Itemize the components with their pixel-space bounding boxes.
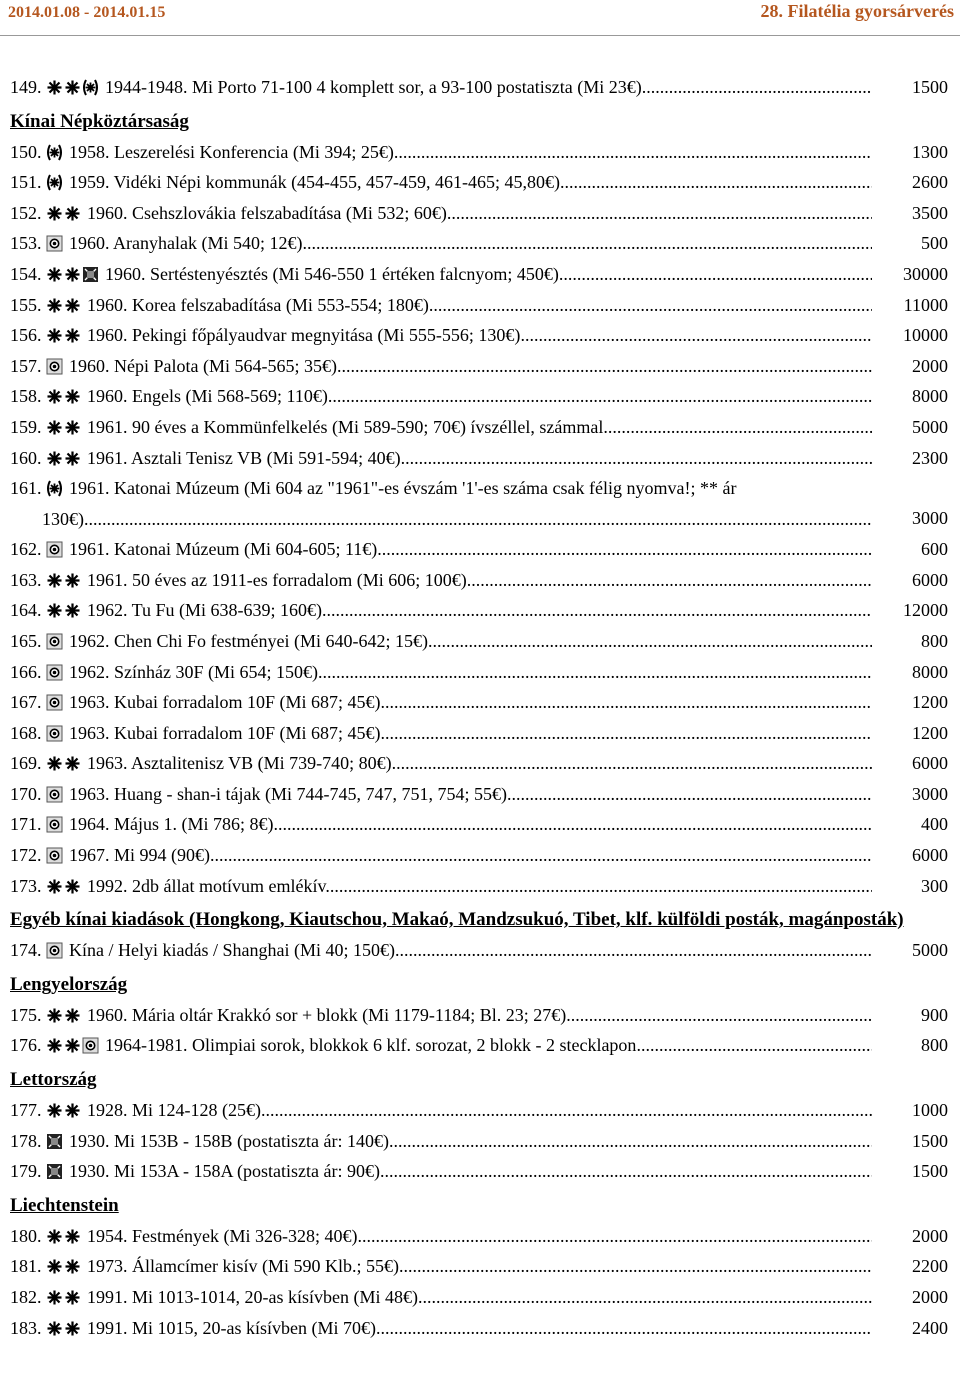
lot-price: 12000: [903, 600, 948, 621]
lot-row: [0, 534, 960, 565]
used-icon: [46, 358, 63, 375]
lot-text: 1960. Aranyhalak (Mi 540; 12€): [69, 233, 303, 254]
lot-number: 166.: [10, 661, 42, 682]
lot-price: 400: [921, 814, 948, 835]
lot-number: 154.: [10, 263, 42, 284]
mint-double-icon: [46, 205, 63, 222]
lot-text: 1961. Katonai Múzeum (Mi 604-605; 11€): [69, 539, 378, 560]
lot-text: Kína / Helyi kiadás / Shanghai (Mi 40; 150€): [69, 940, 395, 961]
used-icon: [46, 847, 63, 864]
condition-icons: [46, 942, 63, 959]
condition-icons: [46, 878, 81, 895]
lot-row: [0, 1095, 960, 1126]
lot-price: 6000: [912, 753, 948, 774]
lot-description: [42, 351, 872, 382]
lot-row: [0, 259, 960, 290]
lot-description: [42, 1030, 872, 1061]
hinged-paren-icon: [82, 79, 99, 96]
lot-description: [42, 381, 872, 412]
used-icon: [82, 1037, 99, 1054]
lot-number: 167.: [10, 692, 42, 713]
lot-description: [42, 1000, 872, 1031]
lot-number: 178.: [10, 1130, 42, 1151]
lot-price: 1500: [912, 77, 948, 97]
lot-row: [0, 137, 960, 168]
lot-text: 1961. 50 éves az 1911-es forradalom (Mi 606; 100€): [87, 569, 467, 590]
lot-price: 6000: [912, 845, 948, 866]
used-icon: [46, 816, 63, 833]
section-heading: Lengyelország: [10, 973, 128, 995]
used-icon: [46, 664, 63, 681]
condition-icons: [46, 694, 63, 711]
lot-row: [0, 351, 960, 382]
mint-double-icon: [64, 602, 81, 619]
lot-description: [42, 290, 872, 321]
lot-row: [0, 718, 960, 749]
lot-row: [0, 657, 960, 688]
lot-description: [42, 198, 872, 229]
lot-number: 161.: [10, 478, 42, 499]
condition-icons: [46, 327, 81, 344]
mint-double-icon: [64, 1320, 81, 1337]
mint-double-icon: [46, 450, 63, 467]
lot-text: 1964. Május 1. (Mi 786; 8€): [69, 814, 274, 835]
lot-number: 173.: [10, 875, 42, 896]
lot-price: 900: [921, 1004, 948, 1025]
condition-icons: [46, 602, 81, 619]
lot-text: 1991. Mi 1015, 20-as kísívben (Mi 70€): [87, 1317, 376, 1338]
lot-price: 2200: [912, 1256, 948, 1277]
used-icon: [46, 541, 63, 558]
condition-icons: [46, 358, 63, 375]
condition-icons: [46, 480, 63, 497]
lot-price: 11000: [903, 294, 948, 315]
lot-description: [42, 935, 872, 966]
lot-text-continued: 130€) .....: [42, 504, 872, 535]
lot-text: 1967. Mi 994 (90€): [69, 845, 210, 866]
mint-double-icon: [64, 266, 81, 283]
lot-description: [42, 779, 872, 810]
lot-number: 164.: [10, 600, 42, 621]
condition-icons: [46, 205, 81, 222]
lot-number: 156.: [10, 325, 42, 346]
used-icon: [46, 725, 63, 742]
mint-double-icon: [64, 1228, 81, 1245]
lot-text: 1960. Csehszlovákia felszabadítása (Mi 532; 60€): [87, 202, 447, 223]
lot-description: [42, 259, 872, 290]
lot-number: 181.: [10, 1256, 42, 1277]
lot-description: [42, 320, 872, 351]
condition-icons: [46, 297, 81, 314]
condition-icons: [46, 388, 81, 405]
lot-text: 1962. Színház 30F (Mi 654; 150€): [69, 661, 318, 682]
lot-number: 172.: [10, 845, 42, 866]
condition-icons: [46, 1258, 81, 1275]
mint-double-icon: [64, 1037, 81, 1054]
condition-icons: [46, 1133, 63, 1150]
mint-double-icon: [46, 1007, 63, 1024]
mint-double-icon: [64, 878, 81, 895]
mint-double-icon: [46, 327, 63, 344]
lot-number: 165.: [10, 630, 42, 651]
mint-double-icon: [46, 79, 63, 96]
lot-text: 1961. Katonai Múzeum (Mi 604 az "1961"-es évszám '1'-es száma csak félig nyomva!; ** ár: [69, 478, 737, 499]
header-divider: [0, 35, 960, 36]
lot-number: 177.: [10, 1100, 42, 1121]
condition-icons: [46, 1163, 63, 1180]
lot-number: 174.: [10, 940, 42, 961]
condition-icons: [46, 572, 81, 589]
mint-double-icon: [64, 1007, 81, 1024]
lot-text: 1961. 90 éves a Kommünfelkelés (Mi 589-590; 70€) ívszéllel, számmal: [87, 416, 604, 437]
condition-icons: [46, 541, 63, 558]
lot-description: [42, 748, 872, 779]
lot-description: [42, 1126, 872, 1157]
lot-description: [42, 1095, 872, 1126]
hinged-paren-icon: [46, 144, 63, 161]
condition-icons: [46, 1007, 81, 1024]
mint-double-icon: [46, 388, 63, 405]
condition-icons: [46, 1289, 81, 1306]
auction-title: 28. Filatélia gyorsárverés: [760, 1, 954, 21]
lot-row: [0, 748, 960, 779]
lot-number: 180.: [10, 1225, 42, 1246]
lot-number: 170.: [10, 783, 42, 804]
condition-icons: [46, 786, 63, 803]
lot-row: [0, 809, 960, 840]
lot-row: [0, 1282, 960, 1313]
section-heading: Egyéb kínai kiadások (Hongkong, Kiautschou, Makaó, Mandzsukuó, Tibet, klf. külföldi posták, magánposták): [10, 909, 904, 931]
lot-price: 600: [921, 539, 948, 560]
lot-row: [0, 1313, 960, 1344]
lot-number: 157.: [10, 355, 42, 376]
mint-double-icon: [46, 602, 63, 619]
lot-description: [42, 718, 872, 749]
lot-text: 1960. Pekingi főpályaudvar megnyitása (Mi 555-556; 130€): [87, 325, 521, 346]
lot-price: 800: [921, 630, 948, 651]
page-header: [0, 0, 960, 30]
lot-row: [0, 412, 960, 443]
lot-description: [42, 840, 872, 871]
lot-row: [0, 687, 960, 718]
lot-number: 169.: [10, 753, 42, 774]
lot-description: [42, 137, 872, 168]
mint-double-icon: [64, 450, 81, 467]
condition-icons: [46, 1037, 99, 1054]
lot-price: 1000: [912, 1100, 948, 1121]
lot-row: [0, 1156, 960, 1187]
mint-double-icon: [46, 878, 63, 895]
lot-text: 1963. Kubai forradalom 10F (Mi 687; 45€): [69, 722, 381, 743]
lot-price: 2300: [912, 447, 948, 468]
used-icon: [46, 633, 63, 650]
condition-icons: [46, 816, 63, 833]
lot-price: 3500: [912, 202, 948, 223]
section-heading: Liechtenstein: [10, 1194, 119, 1216]
mint-double-icon: [46, 297, 63, 314]
lot-list: [0, 72, 960, 1343]
lot-number: 149.: [10, 77, 42, 97]
lot-row: [0, 626, 960, 657]
lot-row: [0, 167, 960, 198]
lot-description: [42, 1282, 872, 1313]
lot-price: 8000: [912, 661, 948, 682]
block-icon: [46, 1163, 63, 1180]
mint-double-icon: [64, 755, 81, 772]
lot-description: [42, 657, 872, 688]
lot-number: 153.: [10, 233, 42, 254]
lot-text: 1962. Chen Chi Fo festményei (Mi 640-642; 15€): [69, 630, 428, 651]
condition-icons: [46, 1228, 81, 1245]
block-icon: [82, 266, 99, 283]
lot-row: [0, 1221, 960, 1252]
lot-row: [0, 381, 960, 412]
lot-number: 162.: [10, 539, 42, 560]
lot-text: 1960. Népi Palota (Mi 564-565; 35€): [69, 355, 337, 376]
lot-text: 1960. Sertéstenyésztés (Mi 546-550 1 értéken falcnyom; 450€): [105, 263, 559, 284]
mint-double-icon: [64, 1102, 81, 1119]
lot-text: 1928. Mi 124-128 (25€): [87, 1100, 261, 1121]
lot-text: 1958. Leszerelési Konferencia (Mi 394; 25€): [69, 141, 394, 162]
lot-price: 1500: [912, 1161, 948, 1182]
mint-double-icon: [64, 79, 81, 96]
lot-number: 160.: [10, 447, 42, 468]
lot-row: [0, 443, 960, 474]
lot-price: 2600: [912, 172, 948, 193]
lot-price: 10000: [903, 325, 948, 346]
lot-text: 1961. Asztali Tenisz VB (Mi 591-594; 40€): [87, 447, 401, 468]
lot-number: 152.: [10, 202, 42, 223]
lot-number: 183.: [10, 1317, 42, 1338]
lot-row: [0, 1126, 960, 1157]
lot-number: 182.: [10, 1287, 42, 1307]
condition-icons: [46, 633, 63, 650]
lot-description: [42, 228, 872, 259]
mint-double-icon: [46, 1102, 63, 1119]
lot-price: 1200: [912, 692, 948, 713]
lot-text: 1964-1981. Olimpiai sorok, blokkok 6 klf. sorozat, 2 blokk - 2 stecklapon: [105, 1035, 637, 1056]
condition-icons: [46, 235, 63, 252]
lot-description: [42, 473, 872, 504]
lot-number: 163.: [10, 569, 42, 590]
lot-price: 2400: [912, 1317, 948, 1338]
lot-price: 5000: [912, 416, 948, 437]
section-heading: Lettország: [10, 1069, 97, 1091]
lot-row: [0, 595, 960, 626]
condition-icons: [46, 266, 99, 283]
lot-text: 1963. Asztalitenisz VB (Mi 739-740; 80€): [87, 753, 392, 774]
lot-description: [42, 534, 872, 565]
mint-double-icon: [46, 1289, 63, 1306]
lot-description: [42, 1221, 872, 1252]
lot-price: 1300: [912, 141, 948, 162]
lot-description: [42, 809, 872, 840]
lot-row: [0, 840, 960, 871]
lot-description: [42, 1251, 872, 1282]
lot-description: [42, 167, 872, 198]
mint-double-icon: [46, 1258, 63, 1275]
used-icon: [46, 235, 63, 252]
condition-icons: [46, 725, 63, 742]
lot-row: [0, 473, 960, 534]
lot-row: [0, 871, 960, 902]
lot-number: 151.: [10, 172, 42, 193]
lot-text: 1960. Korea felszabadítása (Mi 553-554; 180€): [87, 294, 429, 315]
condition-icons: [46, 1102, 81, 1119]
lot-price: 3000: [912, 508, 948, 529]
lot-price: 2000: [912, 1225, 948, 1246]
condition-icons: [46, 79, 99, 96]
lot-row: [0, 320, 960, 351]
lot-price: 8000: [912, 386, 948, 407]
lot-price: 30000: [903, 263, 948, 284]
lot-number: 150.: [10, 141, 42, 162]
condition-icons: [46, 450, 81, 467]
lot-row: [0, 565, 960, 596]
lot-description: [42, 412, 872, 443]
mint-double-icon: [46, 755, 63, 772]
lot-text: 1954. Festmények (Mi 326-328; 40€): [87, 1225, 358, 1246]
mint-double-icon: [46, 266, 63, 283]
lot-price: 2000: [912, 355, 948, 376]
mint-double-icon: [64, 327, 81, 344]
lot-row: [0, 1000, 960, 1031]
lot-description: [42, 443, 872, 474]
lot-row: [0, 228, 960, 259]
lot-row: [0, 1030, 960, 1061]
lot-price: 1200: [912, 722, 948, 743]
lot-text: 1960. Mária oltár Krakkó sor + blokk (Mi 1179-1184; Bl. 23; 27€): [87, 1004, 567, 1025]
lot-text: 1963. Huang - shan-i tájak (Mi 744-745, 747, 751, 754; 55€): [69, 783, 507, 804]
block-icon: [46, 1133, 63, 1150]
lot-text: 1991. Mi 1013-1014, 20-as kísívben (Mi 48€): [87, 1287, 418, 1307]
lot-text: 1973. Államcímer kisív (Mi 590 Klb.; 55€): [87, 1256, 399, 1277]
lot-text: 1992. 2db állat motívum emlékív: [87, 875, 326, 896]
lot-price: 1500: [912, 1130, 948, 1151]
used-icon: [46, 942, 63, 959]
lot-text: 1963. Kubai forradalom 10F (Mi 687; 45€): [69, 692, 381, 713]
mint-double-icon: [46, 1320, 63, 1337]
mint-double-icon: [46, 1037, 63, 1054]
lot-description: [42, 72, 872, 103]
lot-price: 3000: [912, 783, 948, 804]
condition-icons: [46, 174, 63, 191]
lot-text: 1944-1948. Mi Porto 71-100 4 komplett sor, a 93-100 postatiszta (Mi 23€): [105, 77, 642, 97]
mint-double-icon: [64, 572, 81, 589]
condition-icons: [46, 144, 63, 161]
lot-number: 155.: [10, 294, 42, 315]
lot-text: 1930. Mi 153B - 158B (postatiszta ár: 140€): [69, 1130, 389, 1151]
lot-text: 1959. Vidéki Népi kommunák (454-455, 457-459, 461-465; 45,80€): [69, 172, 561, 193]
lot-row: [0, 198, 960, 229]
lot-text: 1930. Mi 153A - 158A (postatiszta ár: 90€): [69, 1161, 380, 1182]
used-icon: [46, 694, 63, 711]
lot-number: 168.: [10, 722, 42, 743]
lot-description: [42, 1313, 872, 1344]
lot-number: 171.: [10, 814, 42, 835]
lot-price: 300: [921, 875, 948, 896]
mint-double-icon: [46, 419, 63, 436]
condition-icons: [46, 1320, 81, 1337]
mint-double-icon: [64, 419, 81, 436]
mint-double-icon: [46, 1228, 63, 1245]
hinged-paren-icon: [46, 480, 63, 497]
mint-double-icon: [64, 1258, 81, 1275]
condition-icons: [46, 419, 81, 436]
date-range: 2014.01.08 - 2014.01.15: [8, 4, 166, 21]
lot-number: 159.: [10, 416, 42, 437]
mint-double-icon: [46, 572, 63, 589]
lot-text: 1962. Tu Fu (Mi 638-639; 160€): [87, 600, 323, 621]
lot-number: 175.: [10, 1004, 42, 1025]
lot-row: [0, 72, 960, 103]
lot-price: 500: [921, 233, 948, 254]
lot-price: 800: [921, 1035, 948, 1056]
lot-number: 179.: [10, 1161, 42, 1182]
mint-double-icon: [64, 205, 81, 222]
condition-icons: [46, 664, 63, 681]
mint-double-icon: [64, 388, 81, 405]
lot-row: [0, 290, 960, 321]
lot-description: [42, 626, 872, 657]
hinged-paren-icon: [46, 174, 63, 191]
condition-icons: [46, 847, 63, 864]
lot-price: 2000: [912, 1287, 948, 1307]
lot-price: 5000: [912, 940, 948, 961]
condition-icons: [46, 755, 81, 772]
section-heading: Kínai Népköztársaság: [10, 110, 189, 132]
lot-description: [42, 871, 872, 902]
lot-price: 6000: [912, 569, 948, 590]
lot-text: 1960. Engels (Mi 568-569; 110€): [87, 386, 328, 407]
lot-row: [0, 1251, 960, 1282]
mint-double-icon: [64, 1289, 81, 1306]
used-icon: [46, 786, 63, 803]
lot-row: [0, 779, 960, 810]
lot-description: [42, 1156, 872, 1187]
lot-description: [42, 565, 872, 596]
lot-row: [0, 935, 960, 966]
lot-number: 158.: [10, 386, 42, 407]
lot-description: [42, 687, 872, 718]
lot-number: 176.: [10, 1035, 42, 1056]
lot-description: [42, 595, 872, 626]
mint-double-icon: [64, 297, 81, 314]
